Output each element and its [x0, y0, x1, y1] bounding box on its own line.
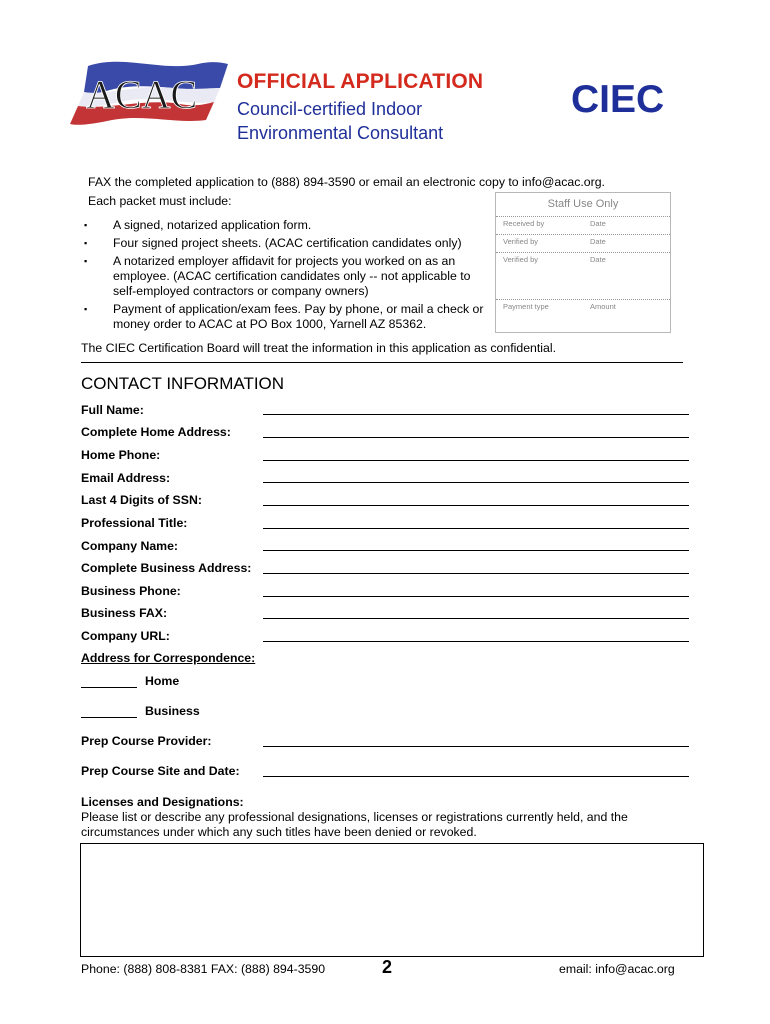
- list-item: [84, 218, 484, 233]
- requirement-text: A signed, notarized application form.: [113, 218, 312, 232]
- licenses-textbox[interactable]: [80, 843, 704, 957]
- business-fax-label: Business FAX:: [81, 606, 168, 620]
- business-phone-field[interactable]: [263, 596, 689, 597]
- page-number: 2: [382, 957, 393, 977]
- section-divider: [81, 362, 683, 363]
- staff-cell-label: Date: [590, 255, 606, 264]
- bullet-icon: ▪: [84, 220, 88, 230]
- company-name-field[interactable]: [263, 550, 689, 551]
- home-address-field[interactable]: [263, 437, 689, 438]
- prep-provider-label: Prep Course Provider:: [81, 734, 212, 748]
- bullet-icon: ▪: [84, 238, 88, 248]
- business-fax-field[interactable]: [263, 618, 689, 619]
- correspondence-label: Address for Correspondence:: [81, 651, 256, 665]
- business-phone-label: Business Phone:: [81, 584, 181, 598]
- email-field[interactable]: [263, 482, 689, 483]
- staff-use-title: Staff Use Only: [547, 198, 619, 210]
- business-choice-blank[interactable]: [81, 717, 137, 718]
- prep-provider-field[interactable]: [263, 746, 689, 747]
- home-choice-label: Home: [145, 674, 180, 688]
- staff-use-box: [495, 192, 671, 333]
- footer-contact: Phone: (888) 808-8381 FAX: (888) 894-3590: [81, 962, 326, 976]
- staff-row: [496, 252, 670, 299]
- requirements-list: [84, 218, 484, 335]
- footer-email: email: info@acac.org: [559, 962, 675, 976]
- staff-cell-label: Verified by: [503, 237, 539, 246]
- company-url-label: Company URL:: [81, 629, 170, 643]
- certification-badge: CIEC: [571, 78, 665, 121]
- home-phone-field[interactable]: [263, 460, 689, 461]
- company-url-field[interactable]: [263, 641, 689, 642]
- staff-cell-label: Amount: [590, 302, 616, 311]
- staff-row: [496, 299, 670, 333]
- prep-site-date-field[interactable]: [263, 776, 689, 777]
- staff-cell-label: Date: [590, 237, 606, 246]
- home-choice-blank[interactable]: [81, 687, 137, 688]
- application-title: OFFICIAL APPLICATION: [237, 70, 484, 93]
- staff-cell-label: Verified by: [503, 255, 539, 264]
- home-address-label: Complete Home Address:: [81, 425, 231, 439]
- full-name-field[interactable]: [263, 414, 689, 415]
- email-label: Email Address:: [81, 471, 171, 485]
- licenses-title: Licenses and Designations:: [81, 795, 244, 809]
- requirement-text: Four signed project sheets. (ACAC certification candidates only): [113, 236, 462, 250]
- certification-subtitle: [237, 97, 443, 145]
- staff-cell-label: Payment type: [503, 302, 549, 311]
- list-item: [84, 254, 484, 299]
- bullet-icon: ▪: [84, 256, 88, 266]
- staff-row: [496, 216, 670, 235]
- list-item: [84, 236, 484, 251]
- home-phone-label: Home Phone:: [81, 448, 161, 462]
- full-name-label: Full Name:: [81, 403, 144, 417]
- contact-section-title: CONTACT INFORMATION: [81, 374, 285, 393]
- business-address-field[interactable]: [263, 573, 689, 574]
- licenses-instructions: Please list or describe any professional designations, licenses or registrations currently held, and the circumstances under which any such titles have been denied or revoked.: [81, 810, 628, 839]
- packet-heading: Each packet must include:: [88, 194, 232, 208]
- ssn-label: Last 4 Digits of SSN:: [81, 493, 202, 507]
- prep-site-date-label: Prep Course Site and Date:: [81, 764, 240, 778]
- requirement-text: Payment of application/exam fees. Pay by phone, or mail a check or money order to ACAC at PO Box 1000, Yarnell AZ 85362.: [113, 302, 484, 331]
- acac-logo: [68, 58, 230, 126]
- bullet-icon: ▪: [84, 304, 88, 314]
- confidentiality-note: The CIEC Certification Board will treat the information in this application as confidential.: [81, 341, 557, 355]
- professional-title-field[interactable]: [263, 528, 689, 529]
- requirement-text: A notarized employer affidavit for projects you worked on as an employee. (ACAC certification candidates only -- not applicable to self-employed contractors or company owners): [113, 254, 471, 298]
- licenses-section: [81, 795, 681, 840]
- list-item: [84, 302, 484, 332]
- subtitle-line-1: Council-certified Indoor: [237, 99, 423, 119]
- logo-text: ACAC: [86, 72, 198, 117]
- business-choice-label: Business: [145, 704, 200, 718]
- professional-title-label: Professional Title:: [81, 516, 188, 530]
- company-name-label: Company Name:: [81, 539, 179, 553]
- staff-row: [496, 234, 670, 253]
- staff-cell-label: Received by: [503, 219, 545, 228]
- fax-instructions: FAX the completed application to (888) 894-3590 or email an electronic copy to info@acac.org.: [88, 175, 605, 189]
- ssn-field[interactable]: [263, 505, 689, 506]
- business-address-label: Complete Business Address:: [81, 561, 252, 575]
- subtitle-line-2: Environmental Consultant: [237, 123, 444, 143]
- staff-cell-label: Date: [590, 219, 606, 228]
